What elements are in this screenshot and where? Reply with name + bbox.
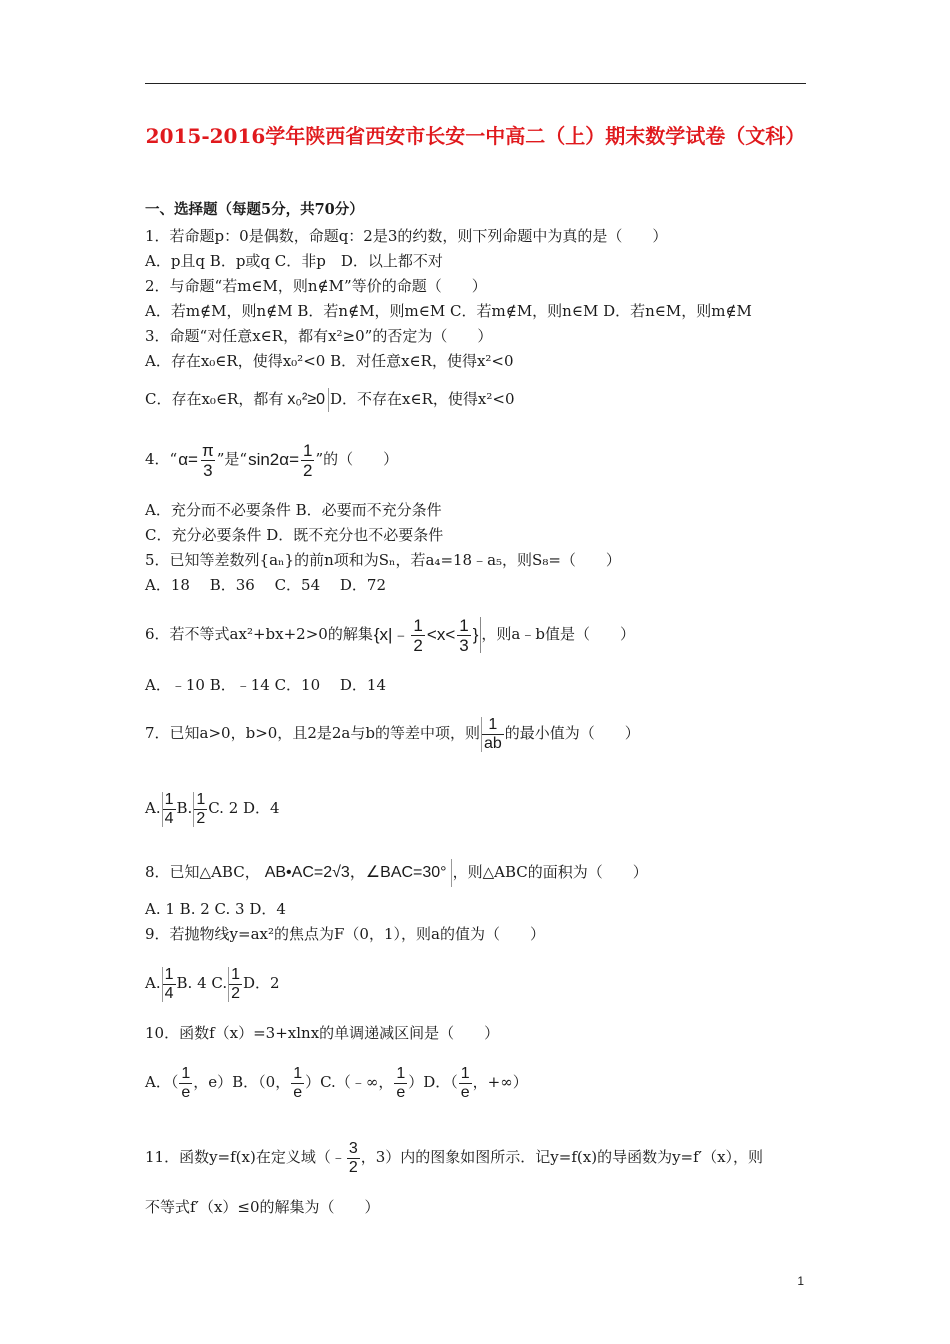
- section-heading: 一、选择题（每题5分，共70分）: [145, 201, 364, 218]
- q6-frac-1-3: $\frac{1}{3}$: [459, 615, 469, 655]
- question-3: 3．命题“对任意x∈R，都有x²≥0”的否定为（ ）: [145, 327, 493, 345]
- q7-option-b-label: B.: [176, 799, 193, 817]
- q3-c-formula: x₀²≥0: [284, 388, 329, 412]
- q7-option-a-frac: $\frac{1}{4}$: [162, 792, 176, 827]
- q6-suffix: ，则a﹣b值是（ ）: [481, 625, 635, 643]
- question-9: 9．若抛物线y=ax²的焦点为F（0，1），则a的值为（ ）: [145, 925, 545, 943]
- question-3-options-ab: A．存在x₀∈R，使得x₀²<0 B．对任意x∈R，使得x²<0: [145, 352, 514, 370]
- q4-sin: sin2α=: [248, 450, 300, 469]
- q10-frac-c: $\frac{1}{e}$: [396, 1064, 406, 1101]
- q7-option-b-frac: $\frac{1}{2}$: [193, 792, 207, 827]
- q3-c-prefix: C．存在x₀∈R，都有: [145, 390, 284, 408]
- question-1-options: A．p且q B．p或q C．非p D．以上都不对: [145, 252, 443, 270]
- question-7: [145, 708, 640, 758]
- q9-option-c-frac: $\frac{1}{2}$: [228, 967, 242, 1002]
- header-rule: [145, 83, 806, 84]
- q4-mid: ”是“: [216, 450, 248, 468]
- q7-prefix: 7．已知a>0，b>0，且2是2a与b的等差中项，则: [145, 724, 480, 742]
- question-6-options: A．﹣10 B．﹣14 C．10 D．14: [145, 676, 387, 694]
- q10-option-c: ）C.（﹣∞，: [305, 1073, 394, 1091]
- q11-frac-3-2: $\frac{3}{2}$: [348, 1139, 358, 1176]
- q10-frac-b: $\frac{1}{e}$: [293, 1064, 303, 1101]
- question-5-options: A．18 B．36 C．54 D．72: [145, 576, 387, 594]
- q8-formula: AB•AC=2√3，∠BAC=30°: [261, 859, 452, 887]
- q7-frac-1-ab: $\frac{1}{ab}$: [481, 717, 504, 752]
- question-11-line-2: 不等式f′（x）≤0的解集为（ ）: [145, 1198, 380, 1216]
- q10-option-d: ）D．（: [408, 1073, 458, 1091]
- question-2-options: A．若m∉M，则n∉M B．若n∉M，则m∈M C．若m∉M，则n∈M D．若n∈M，则m∉M: [145, 302, 752, 320]
- q4-prefix: 4．“: [145, 450, 178, 468]
- question-3-options-cd: [145, 388, 514, 412]
- q6-set-left: {x|﹣: [373, 625, 410, 644]
- q10-frac-a: $\frac{1}{e}$: [181, 1064, 191, 1101]
- question-11: [145, 1132, 763, 1182]
- q6-prefix: 6．若不等式ax²+bx+2>0的解集: [145, 625, 373, 643]
- question-4-options-ab: A．充分而不必要条件 B．必要而不充分条件: [145, 501, 442, 519]
- question-9-options: [145, 958, 280, 1008]
- question-7-options: [145, 783, 280, 833]
- question-1: 1．若命题p：0是偶数，命题q：2是3的约数，则下列命题中为真的是（ ）: [145, 227, 668, 245]
- question-8-options: A. 1 B. 2 C. 3 D．4: [145, 900, 286, 918]
- question-4-options-cd: C．充分必要条件 D．既不充分也不必要条件: [145, 526, 444, 544]
- question-10-options: [145, 1057, 528, 1107]
- q9-option-a-frac: $\frac{1}{4}$: [162, 967, 176, 1002]
- exam-title: 2015-2016学年陕西省西安市长安一中高二（上）期末数学试卷（文科）: [145, 124, 806, 148]
- question-6: [145, 608, 635, 661]
- q3-c-suffix: D．不存在x∈R，使得x²<0: [330, 390, 515, 408]
- question-10: 10．函数f（x）=3+xlnx的单调递减区间是（ ）: [145, 1024, 500, 1042]
- q9-options-rest: D．2: [243, 974, 280, 992]
- q4-frac-1-2: $\frac{1}{2}$: [303, 440, 313, 480]
- q10-frac-d: $\frac{1}{e}$: [460, 1064, 470, 1101]
- q8-prefix: 8．已知△ABC，: [145, 863, 260, 881]
- question-8: [145, 858, 648, 887]
- q6-frac-1-2: $\frac{1}{2}$: [413, 615, 423, 655]
- q6-inequality: <x<: [426, 625, 456, 644]
- q9-option-b-label: B. 4 C.: [176, 974, 228, 992]
- q10-option-a: A．（: [145, 1073, 179, 1091]
- q9-option-a-label: A.: [145, 974, 161, 992]
- q4-suffix: ”的（ ）: [315, 450, 399, 468]
- q8-suffix: ，则△ABC的面积为（ ）: [452, 863, 648, 881]
- q4-alpha: α=: [178, 450, 198, 469]
- q7-option-a-label: A.: [145, 799, 161, 817]
- q7-suffix: 的最小值为（ ）: [504, 724, 640, 742]
- q11-prefix: 11．函数y=f(x)在定义域（﹣: [145, 1148, 346, 1166]
- q11-suffix: ，3）内的图象如图所示．记y=f(x)的导函数为y=f′（x），则: [360, 1148, 764, 1166]
- q7-options-rest: C. 2 D．4: [208, 799, 280, 817]
- q10-option-d-end: ，+∞）: [472, 1073, 528, 1091]
- question-2: 2．与命题“若m∈M，则n∉M”等价的命题（ ）: [145, 277, 487, 295]
- q6-set-right: }: [472, 625, 479, 644]
- q4-frac-pi-3: $\frac{\pi}{3}$: [201, 440, 214, 480]
- question-4: [145, 434, 398, 485]
- question-5: 5．已知等差数列{aₙ}的前n项和为Sₙ，若a₄=18﹣a₅，则S₈=（ ）: [145, 551, 621, 569]
- page-number: 1: [797, 1274, 804, 1288]
- q10-option-b: ，e）B．（0，: [193, 1073, 291, 1091]
